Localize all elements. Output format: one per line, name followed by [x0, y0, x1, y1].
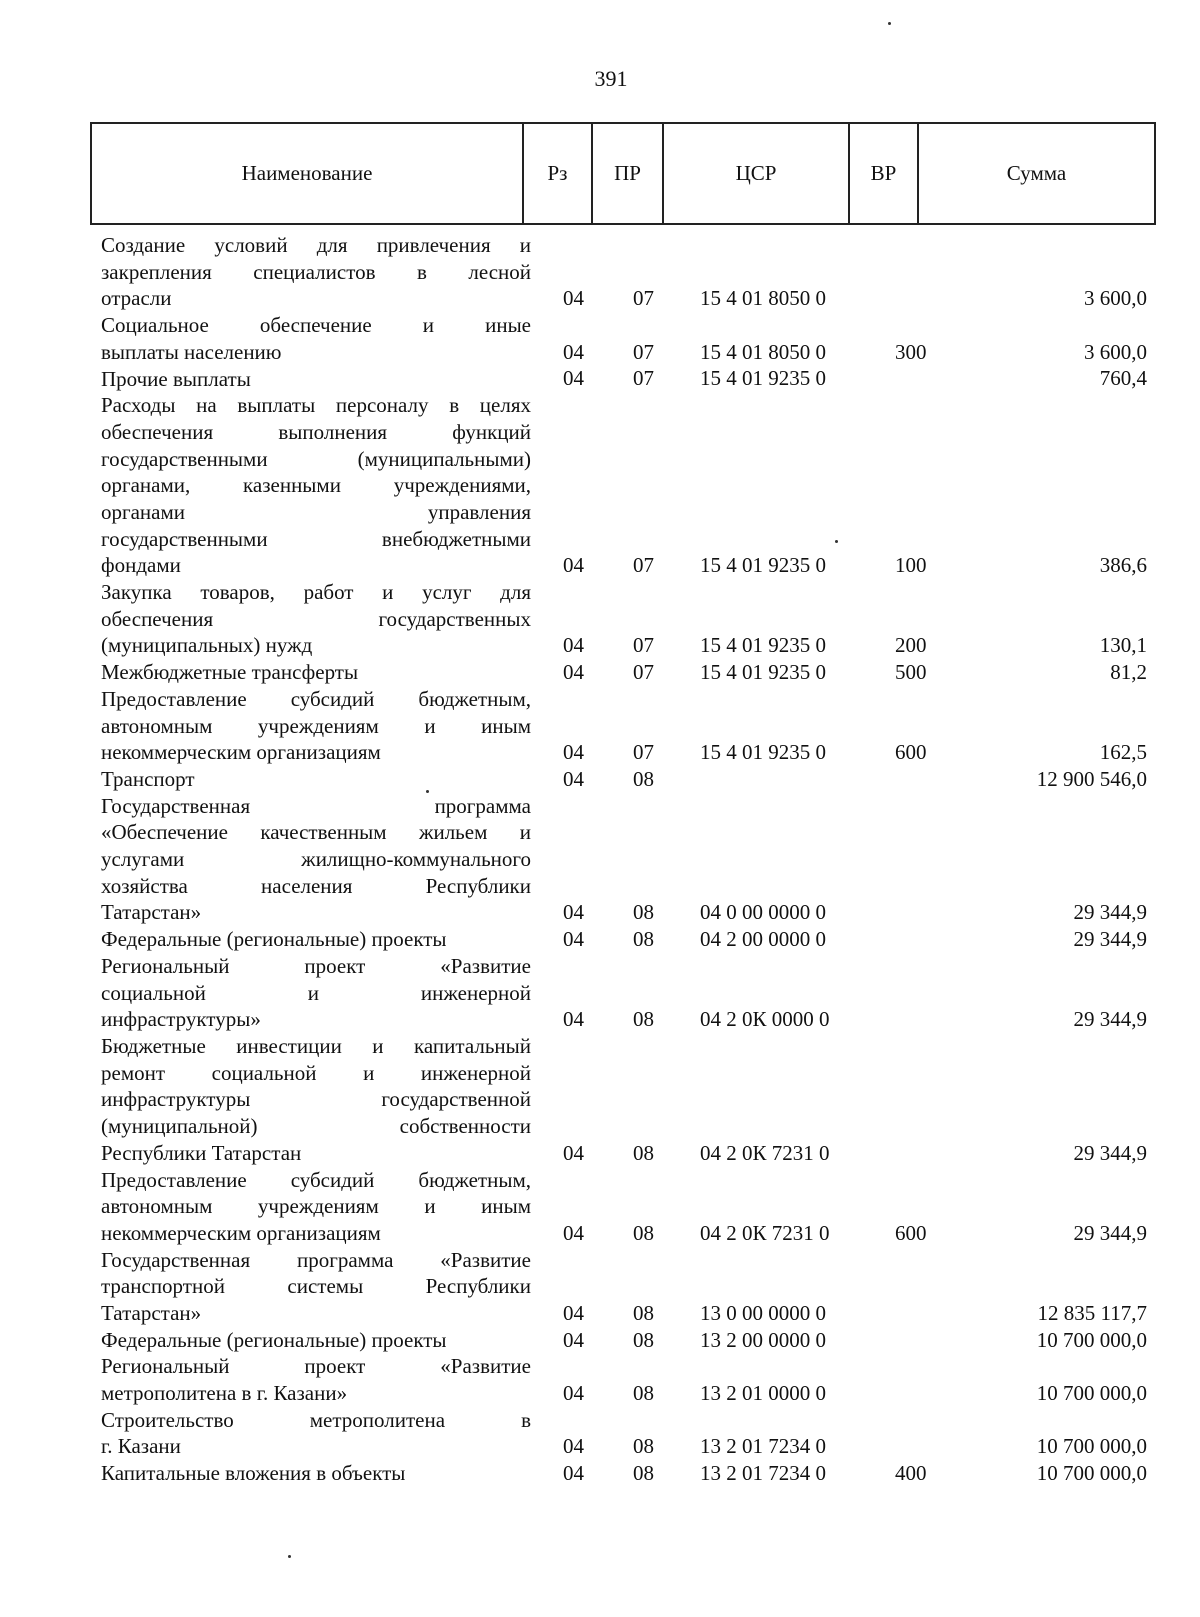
row-name	[101, 953, 531, 1033]
row-rz: 04	[563, 1434, 584, 1459]
row-sum: 12 835 117,7	[1037, 1300, 1147, 1325]
row-name	[101, 766, 531, 793]
row-name	[101, 659, 531, 686]
row-name-line: Предоставление субсидий бюджетным,	[101, 1167, 531, 1192]
table-row	[0, 926, 1200, 953]
scan-speck	[426, 790, 429, 793]
row-csr: 15 4 01 8050 0	[700, 339, 826, 364]
row-csr: 13 2 01 7234 0	[700, 1461, 826, 1486]
row-name-line: Федеральные (региональные) проекты	[101, 1327, 447, 1352]
table-row	[0, 366, 1200, 393]
row-name-line: Социальное обеспечение и иные	[101, 313, 531, 338]
row-rz: 04	[563, 1007, 584, 1032]
row-name-line: услугами жилищно-коммунального	[101, 847, 531, 872]
row-name-line: органами управления	[101, 499, 531, 524]
row-name	[101, 1033, 531, 1166]
row-name-line: Создание условий для привлечения и	[101, 233, 531, 257]
header-vr: ВР	[870, 161, 897, 185]
row-name-line: органами, казенными учреждениями,	[101, 473, 531, 498]
row-sum: 10 700 000,0	[1036, 1327, 1147, 1352]
table-row	[0, 1353, 1200, 1406]
table-row	[0, 659, 1200, 686]
table-row	[0, 1327, 1200, 1354]
row-name-line: автономным учреждениям и иным	[101, 713, 531, 738]
row-rz: 04	[563, 553, 584, 578]
row-csr: 15 4 01 8050 0	[700, 286, 826, 311]
table-row	[0, 766, 1200, 793]
row-pr: 07	[633, 740, 654, 765]
row-name-line: г. Казани	[101, 1434, 181, 1459]
table-row	[0, 1407, 1200, 1460]
table-header	[90, 122, 1156, 225]
row-sum: 3 600,0	[1084, 286, 1147, 311]
row-name-line: метрополитена в г. Казани»	[101, 1381, 348, 1406]
row-csr: 04 2 0К 0000 0	[700, 1007, 830, 1032]
row-pr: 08	[633, 1434, 654, 1459]
row-csr: 04 0 00 0000 0	[700, 900, 826, 925]
row-csr: 15 4 01 9235 0	[700, 633, 826, 658]
row-csr: 04 2 0К 7231 0	[700, 1220, 830, 1245]
row-name	[101, 392, 531, 579]
row-name-line: социальной и инженерной	[101, 980, 531, 1005]
row-name-line: Расходы на выплаты персоналу в целях	[101, 393, 531, 418]
row-name-line: (муниципальных) нужд	[101, 633, 313, 658]
row-name-line: инфраструктуры»	[101, 1007, 261, 1032]
row-csr: 13 2 00 0000 0	[700, 1327, 826, 1352]
row-name-line: Транспорт	[101, 767, 195, 791]
row-name-line: Прочие выплаты	[101, 366, 251, 391]
row-sum: 29 344,9	[1073, 927, 1147, 952]
row-pr: 08	[633, 927, 654, 952]
row-csr: 13 2 01 7234 0	[700, 1434, 826, 1459]
table-row	[0, 1460, 1200, 1487]
row-name	[101, 1327, 531, 1354]
row-name-line: Бюджетные инвестиции и капитальный	[101, 1034, 531, 1058]
row-sum: 760,4	[1099, 366, 1147, 391]
row-name-line: инфраструктуры государственной	[101, 1087, 531, 1112]
row-pr: 07	[633, 660, 654, 685]
row-name-line: обеспечения выполнения функций	[101, 419, 531, 444]
row-csr: 04 2 00 0000 0	[700, 927, 826, 952]
scan-speck	[835, 540, 838, 543]
row-name-line: Государственная программа «Развитие	[101, 1247, 531, 1272]
table-row	[0, 793, 1200, 927]
row-sum: 3 600,0	[1084, 339, 1147, 364]
table-row	[0, 1247, 1200, 1327]
row-name	[101, 1247, 531, 1327]
row-name-line: государственными внебюджетными	[101, 526, 531, 551]
table-row	[0, 1033, 1200, 1167]
row-vr: 600	[895, 740, 927, 765]
row-sum: 29 344,9	[1073, 1140, 1147, 1165]
row-vr: 500	[895, 660, 927, 685]
row-csr: 15 4 01 9235 0	[700, 660, 826, 685]
row-pr: 08	[633, 1381, 654, 1406]
row-pr: 07	[633, 366, 654, 391]
header-pr: ПР	[614, 161, 641, 185]
row-pr: 07	[633, 286, 654, 311]
row-rz: 04	[563, 1300, 584, 1325]
scan-speck	[888, 22, 891, 25]
table-row	[0, 953, 1200, 1033]
row-sum: 386,6	[1099, 553, 1147, 578]
row-name-line: выплаты населению	[101, 339, 282, 364]
row-name-line: автономным учреждениям и иным	[101, 1194, 531, 1219]
row-name-line: транспортной системы Республики	[101, 1274, 531, 1299]
row-name-line: Региональный проект «Развитие	[101, 953, 531, 978]
row-rz: 04	[563, 633, 584, 658]
row-pr: 08	[633, 1220, 654, 1245]
row-name-line: Региональный проект «Развитие	[101, 1354, 531, 1379]
row-pr: 08	[633, 900, 654, 925]
row-sum: 162,5	[1099, 740, 1147, 765]
row-rz: 04	[563, 366, 584, 391]
row-pr: 07	[633, 633, 654, 658]
row-name-line: Татарстан»	[101, 900, 202, 925]
row-vr: 300	[895, 339, 927, 364]
row-rz: 04	[563, 766, 584, 791]
row-pr: 08	[633, 1140, 654, 1165]
row-name	[101, 686, 531, 766]
row-rz: 04	[563, 927, 584, 952]
row-sum: 29 344,9	[1073, 1220, 1147, 1245]
row-sum: 81,2	[1110, 660, 1147, 685]
row-name-line: фондами	[101, 553, 181, 578]
row-pr: 08	[633, 1327, 654, 1352]
row-name	[101, 579, 531, 659]
row-vr: 100	[895, 553, 927, 578]
row-csr: 15 4 01 9235 0	[700, 553, 826, 578]
row-name-line: Строительство метрополитена в	[101, 1407, 531, 1432]
row-name-line: Межбюджетные трансферты	[101, 660, 359, 685]
row-pr: 08	[633, 1461, 654, 1486]
row-sum: 130,1	[1099, 633, 1147, 658]
row-sum: 29 344,9	[1073, 900, 1147, 925]
table-row	[0, 232, 1200, 312]
header-csr: ЦСР	[735, 161, 777, 185]
header-rz: Рз	[547, 161, 568, 185]
row-name-line: обеспечения государственных	[101, 606, 531, 631]
row-rz: 04	[563, 1381, 584, 1406]
row-rz: 04	[563, 740, 584, 765]
row-sum: 10 700 000,0	[1036, 1434, 1147, 1459]
row-name-line: ремонт социальной и инженерной	[101, 1060, 531, 1085]
scan-speck	[288, 1555, 291, 1558]
row-pr: 07	[633, 553, 654, 578]
row-name	[101, 793, 531, 926]
row-name-line: некоммерческим организациям	[101, 740, 381, 765]
row-name-line: Татарстан»	[101, 1300, 202, 1325]
row-name-line: отрасли	[101, 286, 172, 311]
row-csr: 04 2 0К 7231 0	[700, 1140, 830, 1165]
row-name	[101, 1167, 531, 1247]
row-name-line: некоммерческим организациям	[101, 1220, 381, 1245]
row-pr: 08	[633, 766, 654, 791]
row-name	[101, 1407, 531, 1460]
row-name-line: Государственная программа	[101, 793, 531, 818]
row-name	[101, 926, 531, 953]
row-name-line: Федеральные (региональные) проекты	[101, 927, 447, 952]
row-pr: 08	[633, 1007, 654, 1032]
row-rz: 04	[563, 1140, 584, 1165]
row-rz: 04	[563, 1461, 584, 1486]
row-csr: 15 4 01 9235 0	[700, 740, 826, 765]
row-name	[101, 1353, 531, 1406]
row-rz: 04	[563, 1327, 584, 1352]
row-name	[101, 312, 531, 365]
row-name-line: Республики Татарстан	[101, 1140, 302, 1165]
row-rz: 04	[563, 900, 584, 925]
row-rz: 04	[563, 660, 584, 685]
row-name	[101, 232, 531, 312]
row-name-line: закрепления специалистов в лесной	[101, 259, 531, 284]
row-vr: 200	[895, 633, 927, 658]
row-csr: 15 4 01 9235 0	[700, 366, 826, 391]
row-sum: 10 700 000,0	[1036, 1381, 1147, 1406]
row-name	[101, 1460, 531, 1487]
row-name-line: Закупка товаров, работ и услуг для	[101, 580, 531, 605]
row-csr: 13 2 01 0000 0	[700, 1381, 826, 1406]
table-row	[0, 1167, 1200, 1247]
header-sum: Сумма	[1006, 161, 1067, 185]
table-row	[0, 312, 1200, 365]
row-name-line: (муниципальной) собственности	[101, 1114, 531, 1139]
row-name-line: Предоставление субсидий бюджетным,	[101, 686, 531, 711]
row-vr: 600	[895, 1220, 927, 1245]
table-row	[0, 392, 1200, 579]
header-name: Наименование	[241, 161, 373, 185]
row-sum: 29 344,9	[1073, 1007, 1147, 1032]
row-name-line: «Обеспечение качественным жильем и	[101, 820, 531, 845]
row-rz: 04	[563, 339, 584, 364]
page-number: 391	[594, 66, 628, 91]
row-name-line: государственными (муниципальными)	[101, 446, 531, 471]
row-rz: 04	[563, 1220, 584, 1245]
table-row	[0, 579, 1200, 659]
row-pr: 08	[633, 1300, 654, 1325]
row-rz: 04	[563, 286, 584, 311]
row-sum: 12 900 546,0	[1036, 766, 1147, 791]
row-name-line: хозяйства населения Республики	[101, 873, 531, 898]
row-csr: 13 0 00 0000 0	[700, 1300, 826, 1325]
row-pr: 07	[633, 339, 654, 364]
table-row	[0, 686, 1200, 766]
row-sum: 10 700 000,0	[1036, 1461, 1147, 1486]
row-name	[101, 366, 531, 393]
row-name-line: Капитальные вложения в объекты	[101, 1461, 406, 1486]
row-vr: 400	[895, 1461, 927, 1486]
